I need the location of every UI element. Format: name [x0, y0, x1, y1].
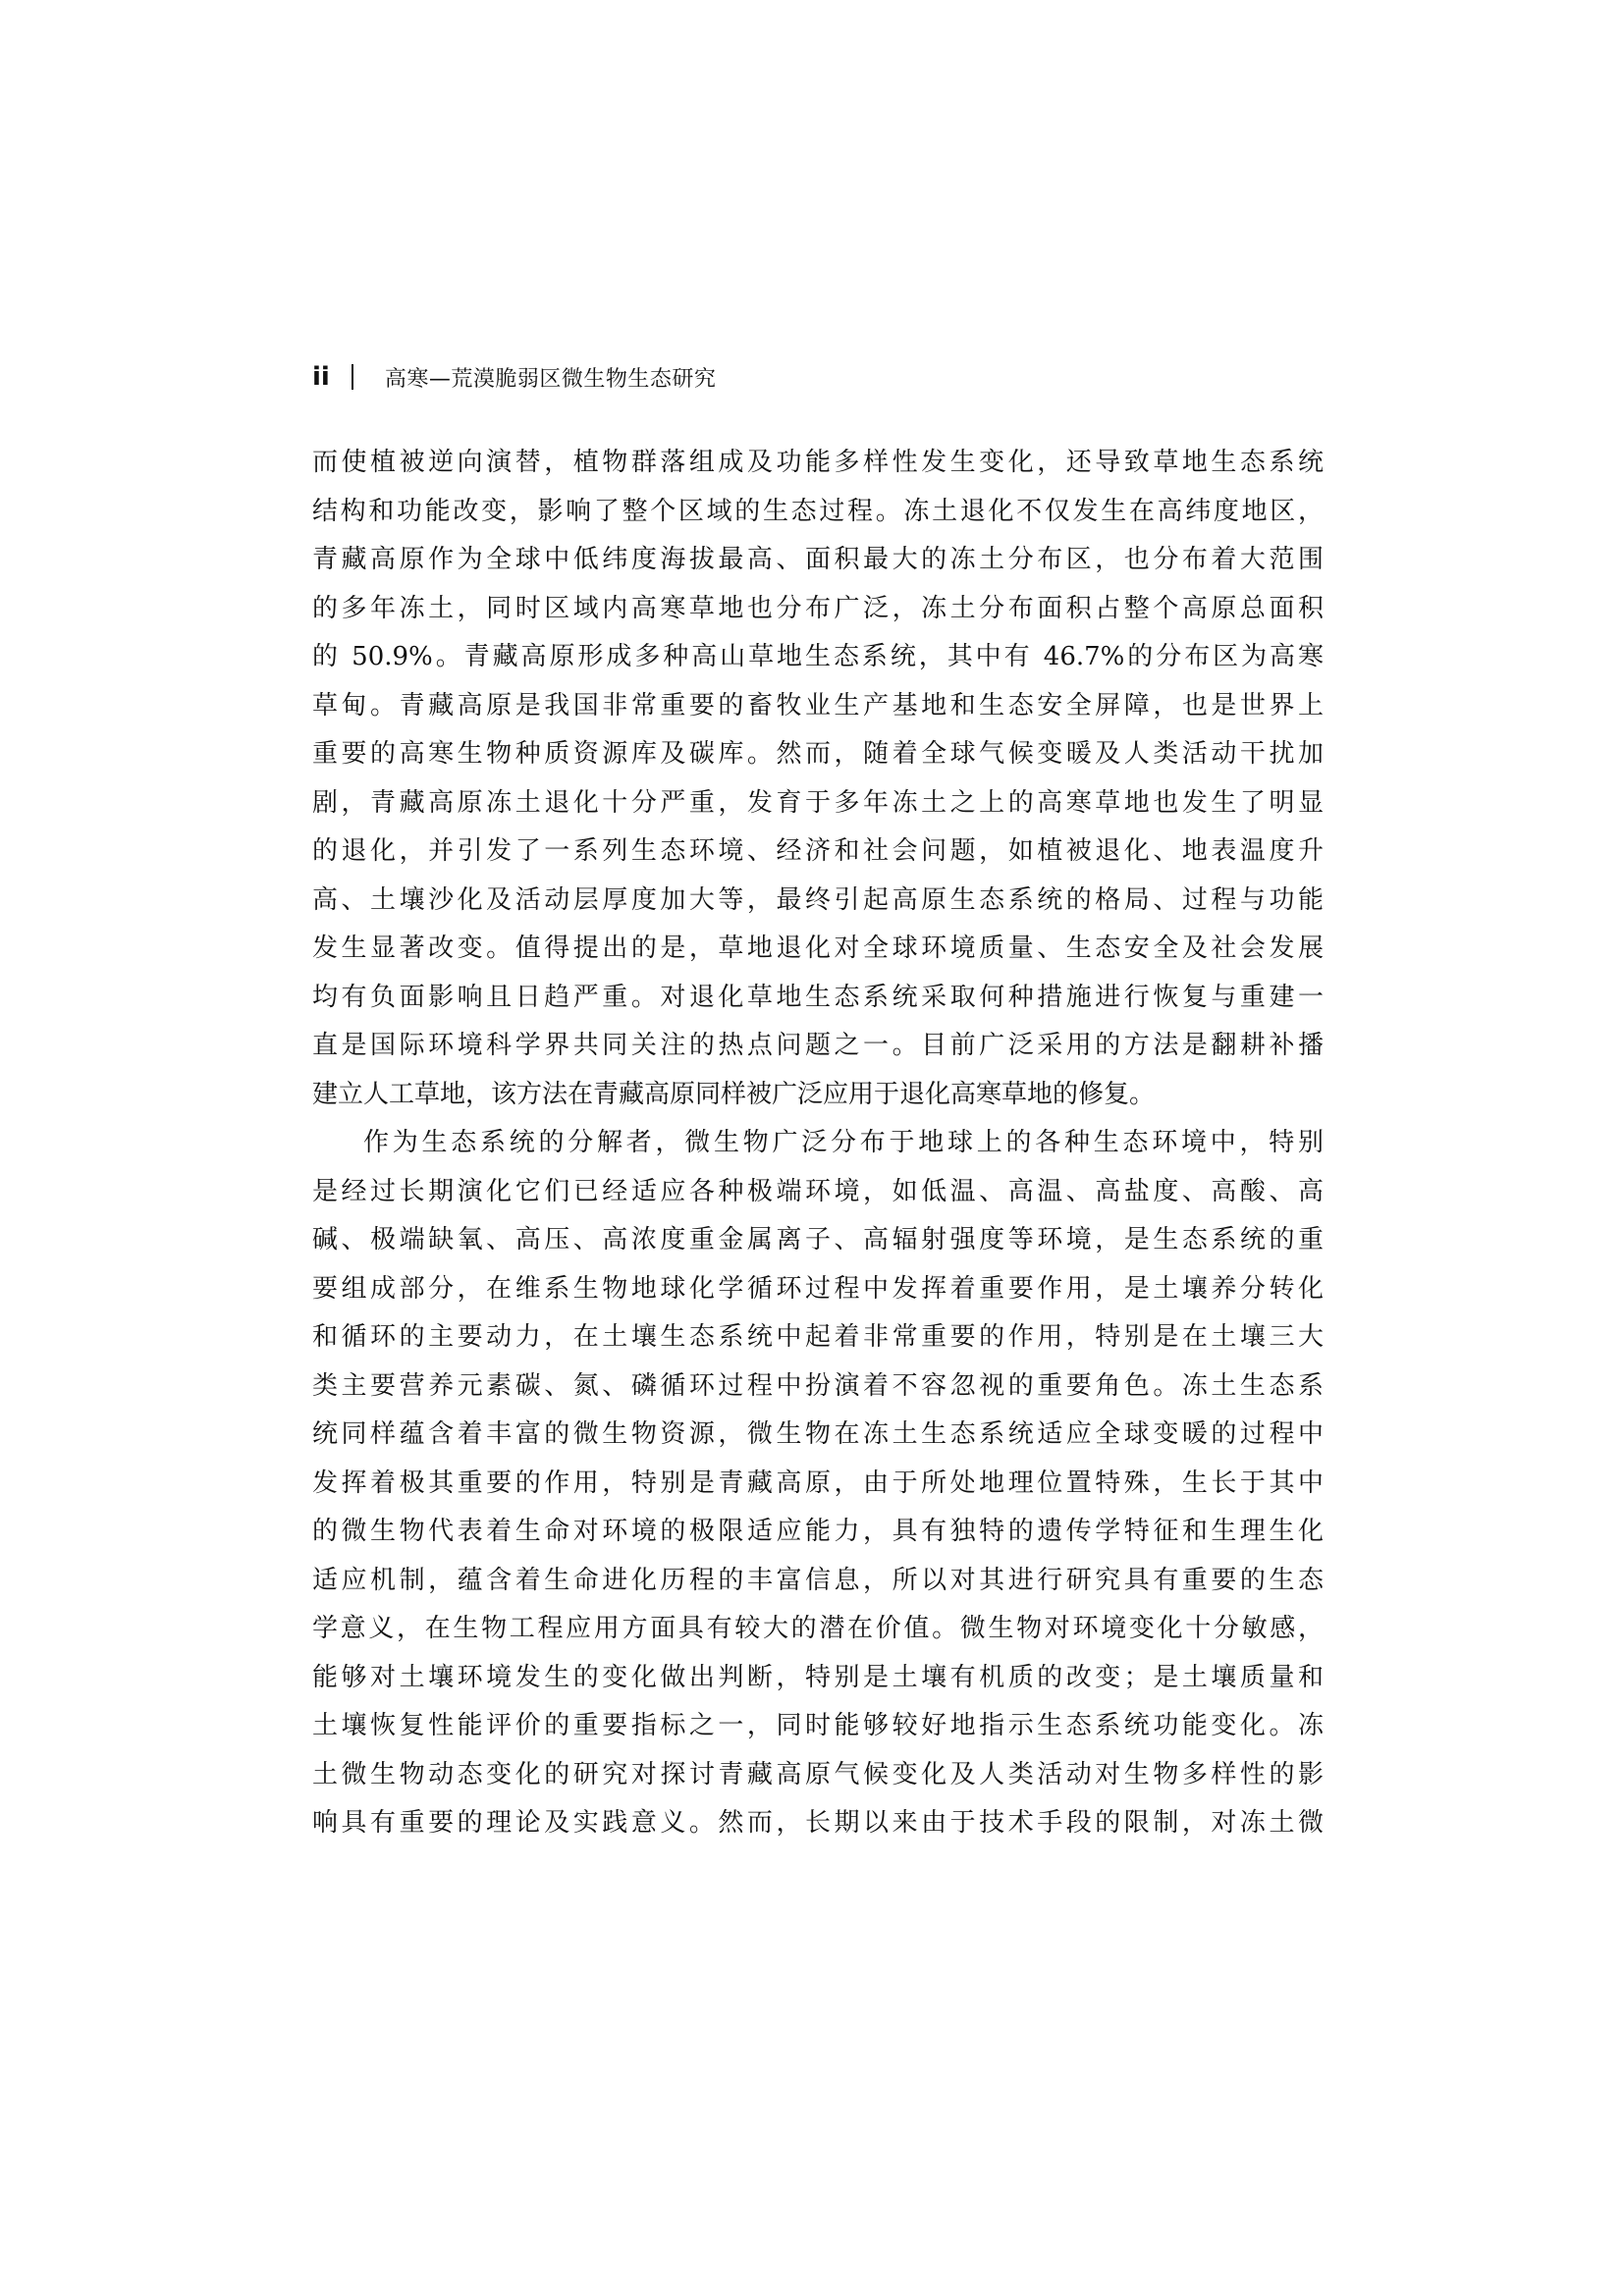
- text-line: 青藏高原作为全球中低纬度海拔最高、面积最大的冻土分布区，也分布着大范围: [312, 545, 1324, 574]
- page-number: ii: [312, 362, 330, 392]
- text-line: 均有负面影响且日趋严重。对退化草地生态系统采取何种措施进行恢复与重建一: [312, 982, 1324, 1012]
- text-line: 土微生物动态变化的研究对探讨青藏高原气候变化及人类活动对生物多样性的影: [312, 1759, 1324, 1789]
- text-line: 的 50.9%。青藏高原形成多种高山草地生态系统，其中有 46.7%的分布区为高寒: [312, 642, 1324, 671]
- text-line: 土壤恢复性能评价的重要指标之一，同时能够较好地指示生态系统功能变化。冻: [312, 1711, 1324, 1740]
- text-line: 重要的高寒生物种质资源库及碳库。然而，随着全球气候变暖及人类活动干扰加: [312, 739, 1324, 769]
- text-line: 碱、极端缺氧、高压、高浓度重金属离子、高辐射强度等环境，是生态系统的重: [312, 1225, 1324, 1255]
- body-text: [312, 439, 1324, 1848]
- paragraph-2: [312, 1119, 1324, 1848]
- text-line: 学意义，在生物工程应用方面具有较大的潜在价值。微生物对环境变化十分敏感，: [312, 1614, 1324, 1643]
- paragraph-1: [312, 439, 1324, 1119]
- text-line: 作为生态系统的分解者，微生物广泛分布于地球上的各种生态环境中，特别: [363, 1128, 1324, 1157]
- text-line: 和循环的主要动力，在土壤生态系统中起着非常重要的作用，特别是在土壤三大: [312, 1322, 1324, 1352]
- text-line: 是经过长期演化它们已经适应各种极端环境，如低温、高温、高盐度、高酸、高: [312, 1176, 1324, 1206]
- running-header: [312, 357, 716, 397]
- text-line: 能够对土壤环境发生的变化做出判断，特别是土壤有机质的改变；是土壤质量和: [312, 1662, 1324, 1692]
- text-line: 草甸。青藏高原是我国非常重要的畜牧业生产基地和生态安全屏障，也是世界上: [312, 690, 1324, 721]
- text-line: 要组成部分，在维系生物地球化学循环过程中发挥着重要作用，是土壤养分转化: [312, 1273, 1324, 1304]
- running-title: 高寒—荒漠脆弱区微生物生态研究: [384, 366, 717, 392]
- text-line: 直是国际环境科学界共同关注的热点问题之一。目前广泛采用的方法是翻耕补播: [312, 1031, 1324, 1060]
- text-line: 的微生物代表着生命对环境的极限适应能力，具有独特的遗传学特征和生理生化: [312, 1517, 1324, 1546]
- text-line: 类主要营养元素碳、氮、磷循环过程中扮演着不容忽视的重要角色。冻土生态系: [312, 1370, 1324, 1401]
- text-line: 而使植被逆向演替，植物群落组成及功能多样性发生变化，还导致草地生态系统: [312, 448, 1324, 477]
- text-line: 适应机制，蕴含着生命进化历程的丰富信息，所以对其进行研究具有重要的生态: [312, 1565, 1324, 1595]
- text-line: 的退化，并引发了一系列生态环境、经济和社会问题，如植被退化、地表温度升: [312, 836, 1324, 866]
- text-line: 统同样蕴含着丰富的微生物资源，微生物在冻土生态系统适应全球变暖的过程中: [312, 1419, 1324, 1449]
- text-line: 建立人工草地，该方法在青藏高原同样被广泛应用于退化高寒草地的修复。: [312, 1079, 1156, 1109]
- text-line: 的多年冻土，同时区域内高寒草地也分布广泛，冻土分布面积占整个高原总面积: [312, 593, 1324, 623]
- text-line: 剧，青藏高原冻土退化十分严重，发育于多年冻土之上的高寒草地也发生了明显: [312, 787, 1324, 818]
- text-line: 响具有重要的理论及实践意义。然而，长期以来由于技术手段的限制，对冻土微: [312, 1808, 1324, 1838]
- header-separator: [352, 364, 353, 390]
- text-line: 结构和功能改变，影响了整个区域的生态过程。冻土退化不仅发生在高纬度地区，: [312, 496, 1324, 526]
- text-line: 发生显著改变。值得提出的是，草地退化对全球环境质量、生态安全及社会发展: [312, 934, 1324, 963]
- text-line: 发挥着极其重要的作用，特别是青藏高原，由于所处地理位置特殊，生长于其中: [312, 1468, 1324, 1498]
- text-line: 高、土壤沙化及活动层厚度加大等，最终引起高原生态系统的格局、过程与功能: [312, 884, 1324, 915]
